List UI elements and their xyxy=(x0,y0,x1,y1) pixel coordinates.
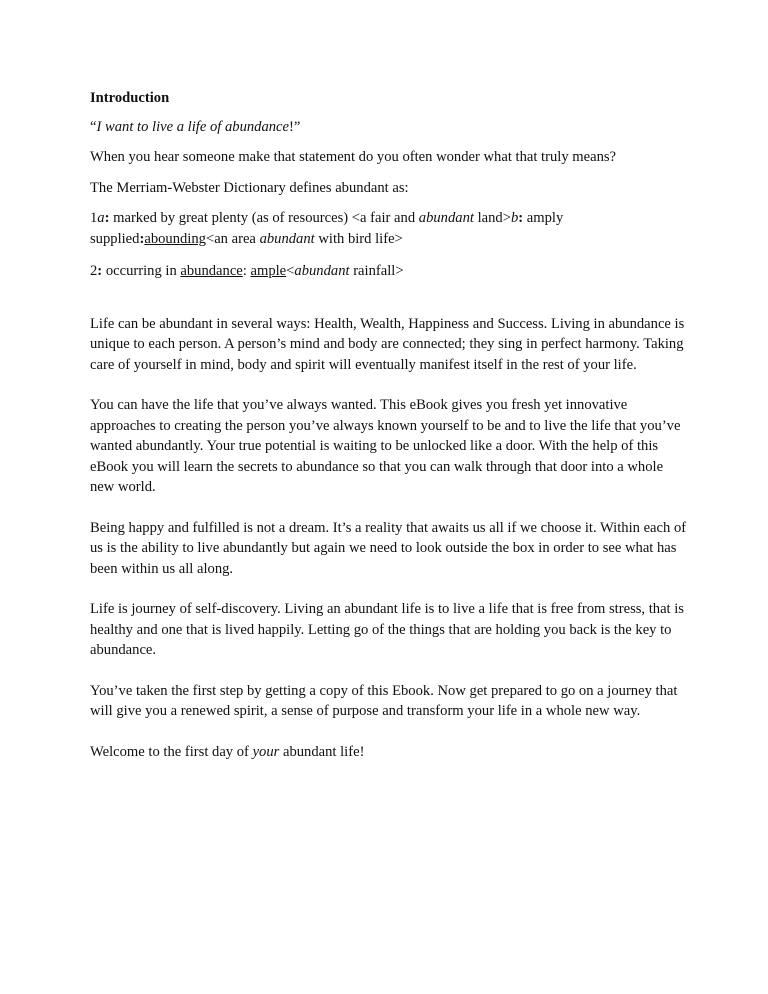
definition-1-letter-a: a xyxy=(97,210,105,226)
definition-1-abundant-1: abundant xyxy=(418,210,474,226)
abounding-link[interactable]: abounding xyxy=(144,230,206,247)
definition-1-colon-b: : xyxy=(518,210,524,226)
opening-quote xyxy=(90,117,690,138)
ample-link[interactable]: ample xyxy=(250,263,287,279)
definition-2 xyxy=(90,261,690,282)
definition-1-letter-b: b xyxy=(510,210,519,226)
definition-2-text-4: rainfall> xyxy=(349,263,404,279)
definition-1-text-3: amply supplied xyxy=(90,210,564,247)
paragraph-self-discovery: Life is journey of self-discovery. Living an abundant life is to live a life that is free from stress, that is healthy and one that is lived happily. Letting go of the things that are holding you back is the key to abundance. xyxy=(90,601,684,658)
definition-1 xyxy=(90,208,690,249)
paragraph-happy-fulfilled: Being happy and fulfilled is not a dream. It’s a reality that awaits us all if we choose it. Within each of us is the ability to live abundantly but again we need to look outside the box in order to see what has been within us all along. xyxy=(90,519,687,577)
definition-1-number: 1 xyxy=(90,210,98,226)
definition-2-colon: : xyxy=(97,263,103,279)
definition-1-abundant-2: abundant xyxy=(259,230,315,247)
question-line: When you hear someone make that statement do you often wonder what that truly means? xyxy=(90,149,617,165)
document-body xyxy=(90,88,690,772)
definition-1-text-4: <an area xyxy=(205,230,260,247)
definition-1-colon-a: : xyxy=(104,210,110,226)
definition-2-number: 2 xyxy=(90,263,98,279)
closing-line xyxy=(90,742,690,763)
paragraph-health-wealth: Life can be abundant in several ways: Health, Wealth, Happiness and Success. Living in abundance is unique to each person. A person’s mind and body are connected; they sing in perfect harmony. Taking care of yourself in mind, body and spirit will eventually manifest itself in the rest of your life. xyxy=(90,315,685,373)
section-heading: Introduction xyxy=(90,90,170,106)
definition-2-text-2: : xyxy=(242,263,251,279)
closing-after: abundant life! xyxy=(279,743,365,760)
closing-your: your xyxy=(252,743,280,760)
definition-2-abundant: abundant xyxy=(294,263,350,279)
definition-1-text-5: with bird life> xyxy=(314,230,403,247)
dictionary-intro: The Merriam-Webster Dictionary defines abundant as: xyxy=(90,179,409,196)
quote-close-mark: !” xyxy=(289,118,301,135)
definition-1-text-1: marked by great plenty (as of resources) <a fair and xyxy=(109,210,419,226)
definition-1-colon-c: : xyxy=(139,230,145,247)
definition-2-text-3: < xyxy=(286,263,295,279)
definition-1-text-2: land> xyxy=(473,210,511,226)
quote-text: I want to live a life of abundance xyxy=(96,118,290,135)
paragraph-first-step: You’ve taken the first step by getting a copy of this Ebook. Now get prepared to go on a journey that will give you a renewed spirit, a sense of purpose and transform your life in a whole new way. xyxy=(90,682,678,719)
paragraph-life-you-wanted: You can have the life that you’ve always wanted. This eBook gives you fresh yet innovative approaches to creating the person you’ve always known yourself to be and to live the life that you’ve wanted abundantly. Your true potential is waiting to be unlocked like a door. With the help of this eBook you will learn the secrets to abundance so that you can walk through that door into a whole new world. xyxy=(90,397,681,495)
definition-2-text-1: occurring in xyxy=(102,263,181,279)
closing-before: Welcome to the first day of xyxy=(90,743,253,760)
abundance-link[interactable]: abundance xyxy=(180,263,243,279)
quote-open-mark: “ xyxy=(90,118,97,135)
